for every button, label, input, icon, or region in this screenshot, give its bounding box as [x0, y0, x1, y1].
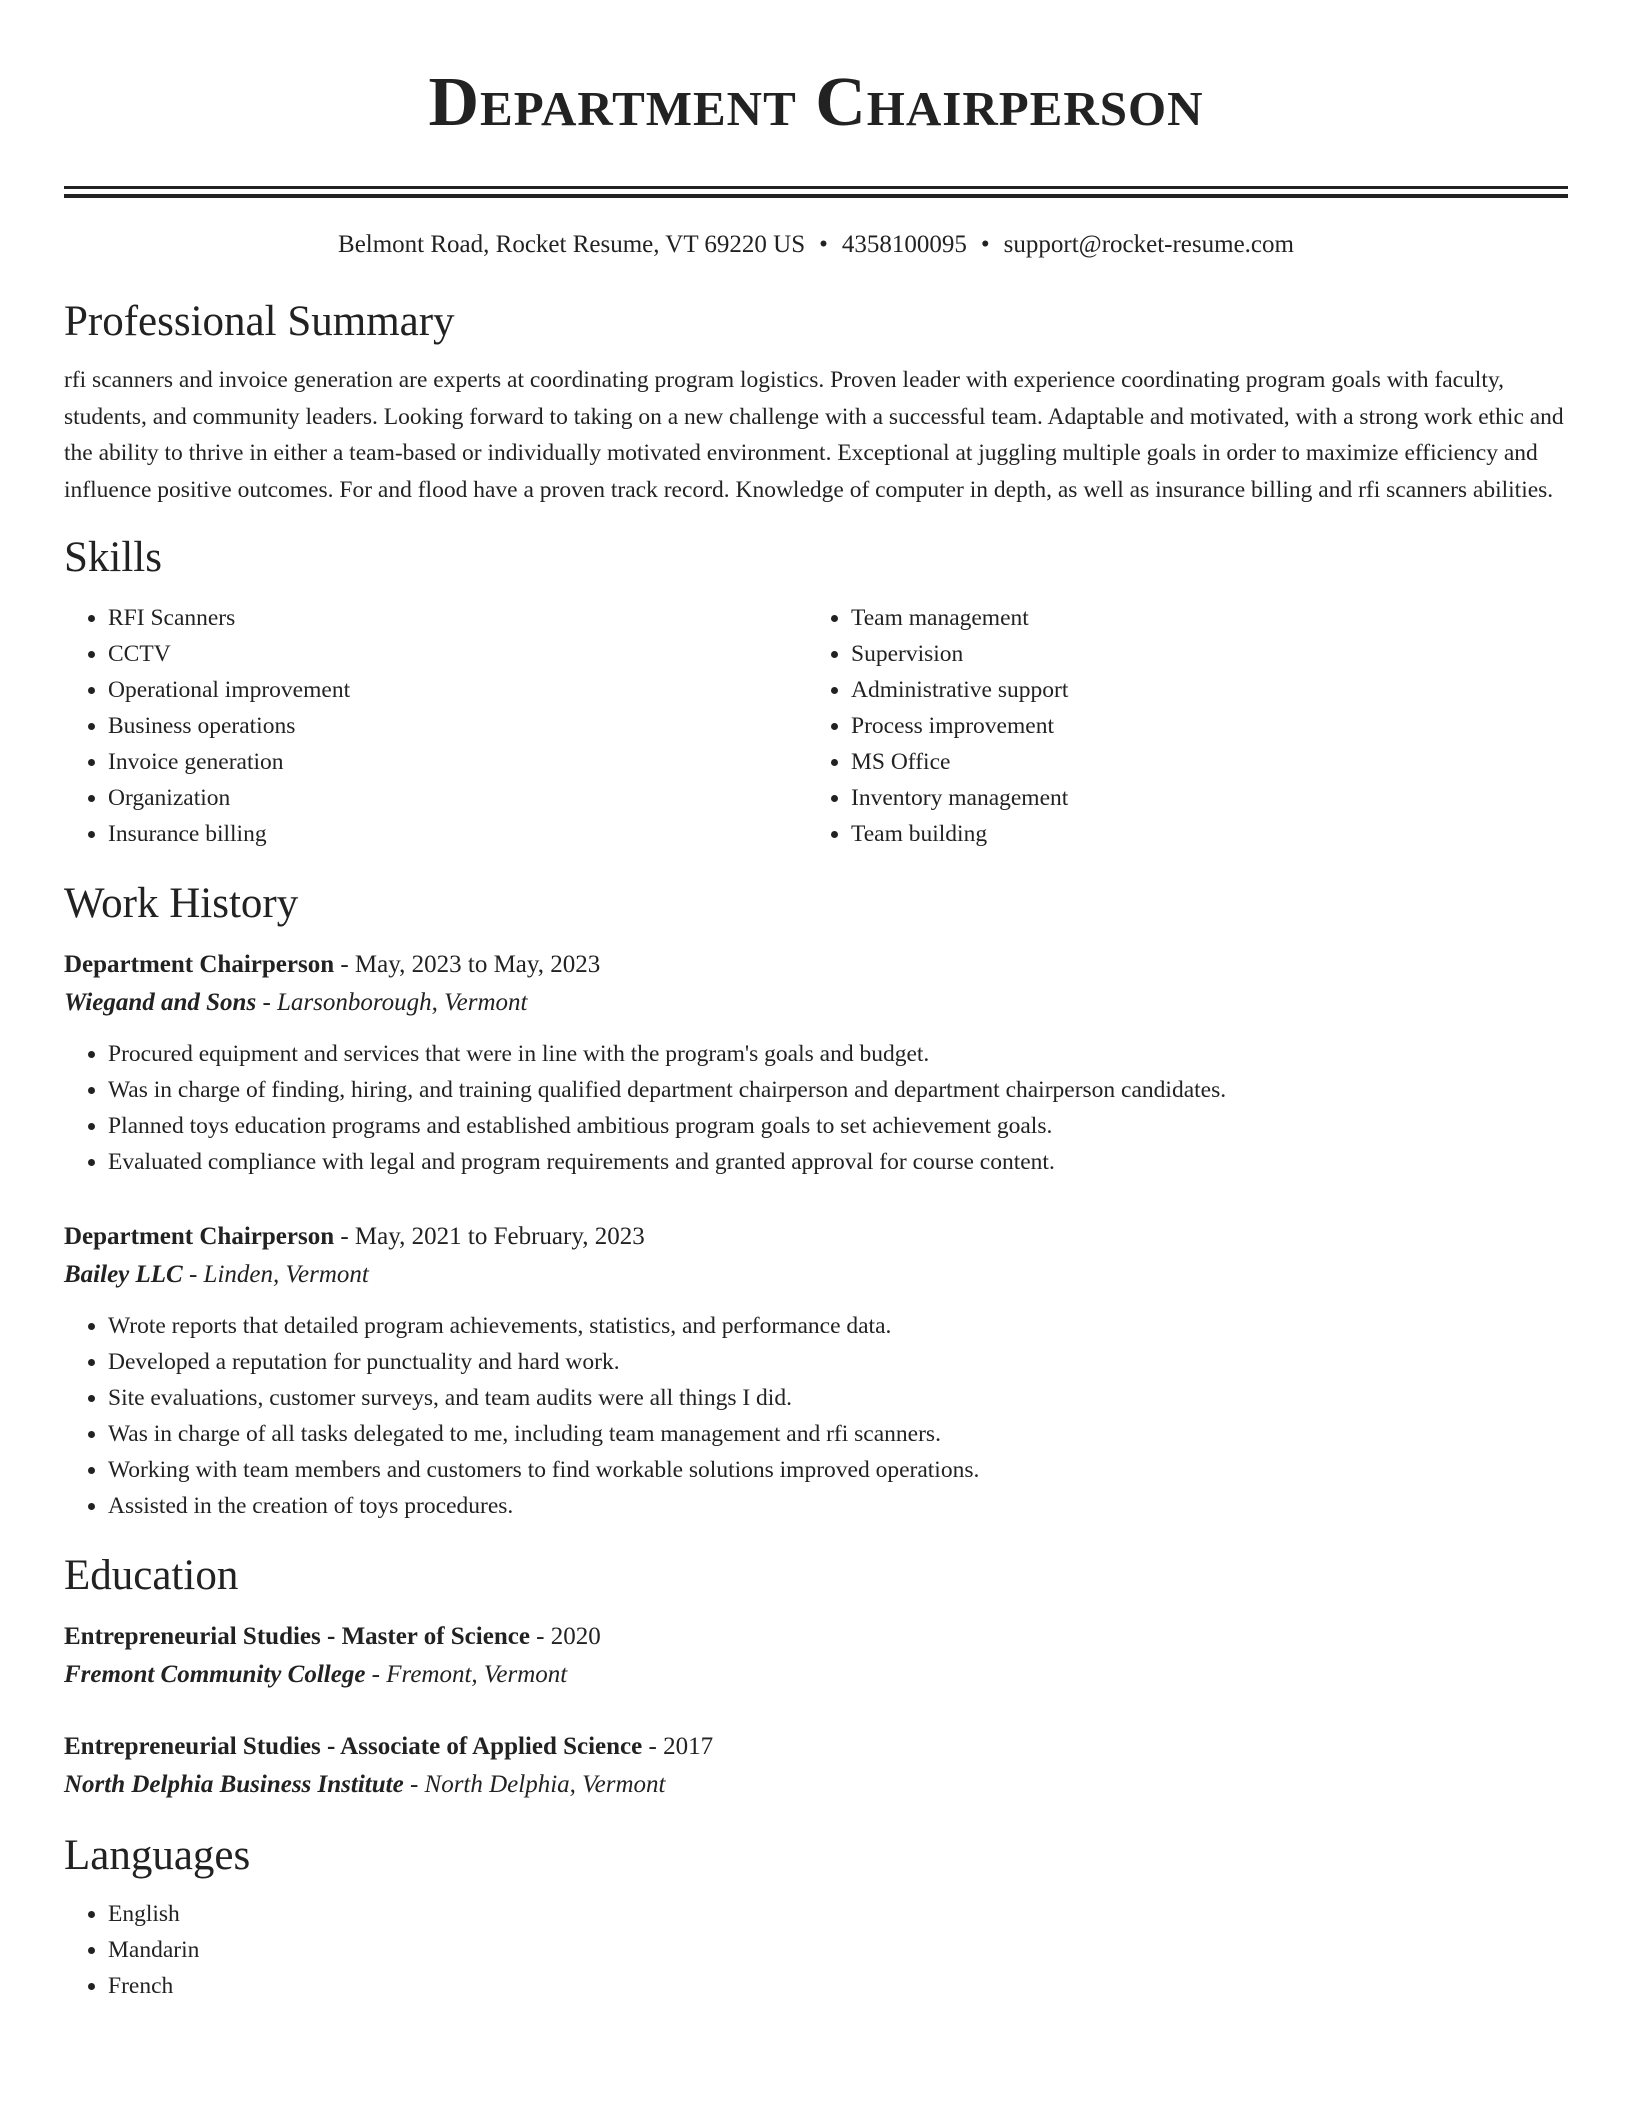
- contact-separator: •: [819, 231, 828, 258]
- job-entry: [64, 946, 1568, 1180]
- job-bullet: • Was in charge of all tasks delegated to me, including team management and rfi scanners.: [108, 1416, 1568, 1452]
- job-company: Bailey LLC: [64, 1261, 183, 1289]
- languages-heading: Languages: [64, 1832, 251, 1880]
- skills-heading: Skills: [64, 534, 162, 582]
- skill-item: • CCTV: [108, 636, 807, 672]
- education-school-line: [64, 1766, 1568, 1804]
- skill-item: • MS Office: [851, 744, 1550, 780]
- skill-item: • Supervision: [851, 636, 1550, 672]
- job-bullets: [64, 1308, 1568, 1524]
- job-bullet: • Was in charge of finding, hiring, and training qualified department chairperson and department chairperson candidates.: [108, 1072, 1568, 1108]
- skill-item: • Insurance billing: [108, 816, 807, 852]
- education-heading: Education: [64, 1552, 239, 1600]
- job-bullet: • Planned toys education programs and established ambitious program goals to set achievement goals.: [108, 1108, 1568, 1144]
- skills-list-left: [64, 600, 807, 852]
- education-degree: Entrepreneurial Studies - Associate of Applied Science: [64, 1733, 643, 1761]
- header-double-rule: [64, 186, 1568, 198]
- languages-list: [64, 1896, 1568, 2004]
- contact-email: support@rocket-resume.com: [1003, 231, 1294, 258]
- skill-item: • Process improvement: [851, 708, 1550, 744]
- skill-item: • Administrative support: [851, 672, 1550, 708]
- education-entry: [64, 1728, 1568, 1804]
- job-location: - Linden, Vermont: [182, 1261, 369, 1289]
- job-bullet: • Site evaluations, customer surveys, and team audits were all things I did.: [108, 1380, 1568, 1416]
- summary-heading: Professional Summary: [64, 298, 455, 345]
- job-company: Wiegand and Sons: [64, 989, 257, 1017]
- resume-name: Department Chairperson: [428, 64, 1204, 141]
- language-item: • Mandarin: [108, 1932, 1568, 1968]
- job-dates: - May, 2023 to May, 2023: [334, 951, 601, 979]
- education-entry: [64, 1618, 1568, 1694]
- job-title-line: [64, 946, 1568, 984]
- skill-item: • Inventory management: [851, 780, 1550, 816]
- work-history-heading: Work History: [64, 880, 299, 928]
- job-title-line: [64, 1218, 1568, 1256]
- job-location: - Larsonborough, Vermont: [256, 989, 528, 1017]
- contact-phone: 4358100095: [841, 231, 967, 258]
- education-degree-line: [64, 1728, 1568, 1766]
- language-item: • English: [108, 1896, 1568, 1932]
- job-bullet: • Working with team members and customers to find workable solutions improved operations.: [108, 1452, 1568, 1488]
- education-degree-line: [64, 1618, 1568, 1656]
- job-bullet: • Developed a reputation for punctuality and hard work.: [108, 1344, 1568, 1380]
- job-bullet: • Wrote reports that detailed program achievements, statistics, and performance data.: [108, 1308, 1568, 1344]
- job-bullet: • Procured equipment and services that were in line with the program's goals and budget.: [108, 1036, 1568, 1072]
- language-item: • French: [108, 1968, 1568, 2004]
- contact-separator: •: [980, 231, 990, 258]
- education-year: - 2020: [529, 1623, 601, 1651]
- skill-item: • RFI Scanners: [108, 600, 807, 636]
- job-bullet: • Evaluated compliance with legal and program requirements and granted approval for course content.: [108, 1144, 1568, 1180]
- job-title: Department Chairperson: [64, 1223, 335, 1251]
- job-dates: - May, 2021 to February, 2023: [334, 1223, 645, 1251]
- skill-item: • Team building: [851, 816, 1550, 852]
- job-title: Department Chairperson: [64, 951, 335, 979]
- education-school: North Delphia Business Institute: [64, 1771, 404, 1799]
- education-location: - North Delphia, Vermont: [403, 1771, 666, 1799]
- job-bullets: [64, 1036, 1568, 1180]
- education-school: Fremont Community College: [64, 1661, 366, 1689]
- job-place-line: [64, 984, 1568, 1022]
- education-location: - Fremont, Vermont: [365, 1661, 568, 1689]
- contact-line: [64, 230, 1568, 260]
- job-bullet: • Assisted in the creation of toys procedures.: [108, 1488, 1568, 1524]
- contact-address: Belmont Road, Rocket Resume, VT 69220 US: [338, 231, 806, 258]
- job-place-line: [64, 1256, 1568, 1294]
- skill-item: • Team management: [851, 600, 1550, 636]
- education-school-line: [64, 1656, 1568, 1694]
- skill-item: • Invoice generation: [108, 744, 807, 780]
- skill-item: • Business operations: [108, 708, 807, 744]
- skill-item: • Operational improvement: [108, 672, 807, 708]
- education-degree: Entrepreneurial Studies - Master of Science: [64, 1623, 530, 1651]
- skills-columns: [64, 600, 1568, 852]
- skills-list-right: [807, 600, 1550, 852]
- summary-text: rfi scanners and invoice generation are experts at coordinating program logistics. Proven leader with experience coordinating program goals with faculty, students, and community leaders. Looking forward to taking on a new challenge with a successful team. Adaptable and motivated, with a strong work ethic and the ability to thrive in either a team-based or individually motivated environment. Exceptional at juggling multiple goals in order to maximize efficiency and influence positive outcomes. For and flood have a proven track record. Knowledge of computer in depth, as well as insurance billing and rfi scanners abilities.: [64, 367, 1564, 503]
- job-entry: [64, 1218, 1568, 1524]
- education-year: - 2017: [642, 1733, 714, 1761]
- skill-item: • Organization: [108, 780, 807, 816]
